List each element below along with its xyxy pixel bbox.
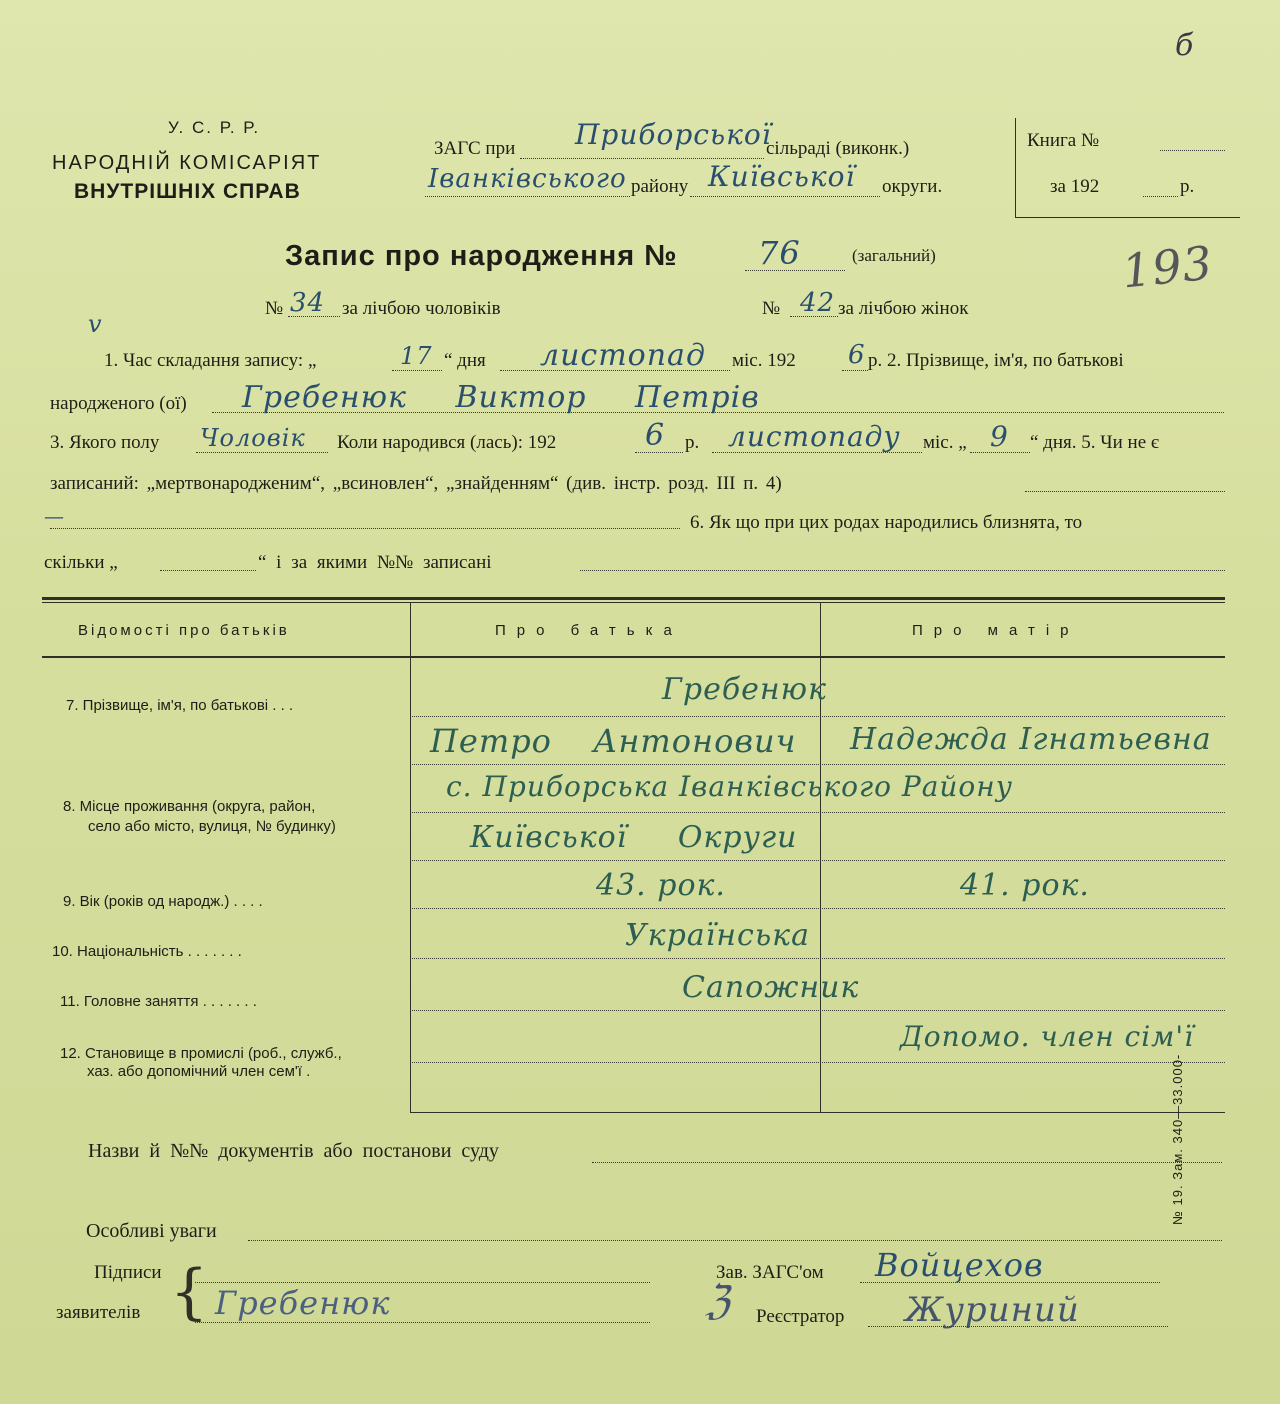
documents-label: Назви й №№ документів або постанови суду (88, 1140, 499, 1162)
record-line4: записаний: „мертвонародженим“, „всиновлен“, „знайденням“ (див. інстр. розд. III п. 4) (50, 473, 782, 494)
notes-label: Особливі уваги (86, 1220, 217, 1242)
birth-year-hw: 6 (645, 418, 666, 453)
col-header-mother: Про матір (912, 622, 1080, 639)
corner-mark: б (1175, 28, 1195, 63)
record-line1-b: “ дня (444, 350, 486, 371)
record-line2-label: народженого (ої) (50, 393, 187, 414)
mother-name-hw: Надежда Ігнатьевна (850, 722, 1212, 757)
men-count-prefix: № (265, 298, 284, 319)
birth-month-hw: листопаду (728, 420, 901, 453)
record-title: Запис про народження № (285, 240, 678, 272)
father-name-hw: Петро Антонович (430, 722, 797, 760)
zags-selrada-label: сільраді (виконк.) (766, 138, 910, 159)
mother-age-hw: 41. рок. (960, 868, 1090, 903)
col-header-parents: Відомості про батьків (78, 622, 290, 639)
check-mark: v (88, 310, 103, 338)
book-year: за 192 (1050, 176, 1100, 197)
side-number: 193 (1119, 235, 1216, 299)
book-label: Книга № (1027, 130, 1100, 151)
applicant-signature-hw: Гребенюк (215, 1284, 391, 1322)
women-count-label: за лічбою жінок (838, 298, 969, 319)
line5-mark: — (44, 504, 65, 528)
record-line6-a: скільки „ (44, 552, 118, 573)
men-count-hw: 34 (290, 288, 326, 318)
status-hw: Допомо. член сім'ї (900, 1020, 1195, 1053)
record-year-digit-hw: 6 (848, 340, 866, 370)
row-10-label: 10. Національність . . . . . . . (52, 943, 242, 960)
registrar-signature-hw: Журиний (905, 1290, 1080, 1330)
child-name-hw: Гребенюк Виктор Петрів (242, 380, 760, 415)
nationality-hw: Українська (625, 918, 810, 953)
parents-surname-hw: Гребенюк (662, 672, 827, 707)
record-line1-d: р. 2. Прізвище, ім'я, по батькові (868, 350, 1124, 371)
row-12-label-b: хаз. або допомічний член сем'ї . (87, 1063, 311, 1080)
occupation-hw: Сапожник (682, 970, 860, 1005)
father-age-hw: 43. рок. (596, 868, 726, 903)
record-line3-e: “ дня. 5. Чи не є (1030, 432, 1160, 453)
row-7-label: 7. Прізвище, ім'я, по батькові . . . (66, 697, 294, 714)
women-count-hw: 42 (800, 288, 836, 318)
book-year-suffix: р. (1180, 176, 1195, 197)
record-month-hw: листопад (540, 338, 706, 373)
rayon-hw: Іванківського (428, 164, 627, 194)
signatures-brace: { (170, 1257, 209, 1327)
rayon-label: району (631, 176, 689, 197)
head-signature-hw: Войцехов (875, 1246, 1044, 1284)
record-line3-b: Коли народився (лась): 192 (337, 432, 557, 453)
zags-prefix: ЗАГС при (434, 138, 516, 159)
signatures-label-2: заявителів (56, 1302, 141, 1323)
general-label: (загальний) (852, 246, 936, 265)
internal-affairs-label: ВНУТРІШНІХ СПРАВ (74, 180, 301, 203)
registrar-label: Реєстратор (756, 1306, 845, 1327)
record-line1-a: 1. Час складання запису: „ (104, 350, 317, 371)
registrar-squiggle: ℨ (705, 1278, 731, 1324)
row-8-label-a: 8. Місце проживання (округа, район, (63, 798, 316, 815)
commissariat-label: НАРОДНІЙ КОМІСАРІЯТ (52, 152, 322, 174)
record-line5: 6. Як що при цих родах народились близнята, то (690, 512, 1083, 533)
zags-village-hw: Приборської (575, 118, 772, 151)
women-count-prefix: № (762, 298, 781, 319)
record-line6-b: “ і за якими №№ записані (258, 552, 492, 573)
signatures-label-1: Підписи (94, 1262, 162, 1283)
side-print-number: № 19. Зам. 340—33.000- (1170, 1053, 1185, 1225)
men-count-label: за лічбою чоловіків (342, 298, 501, 319)
row-12-label-a: 12. Становище в промислі (роб., служб., (60, 1045, 342, 1062)
okruga-hw: Київської (708, 160, 856, 193)
row-9-label: 9. Вік (років од народж.) . . . . (63, 893, 263, 910)
row-11-label: 11. Головне заняття . . . . . . . (60, 993, 257, 1010)
okruga-label: округи. (882, 176, 943, 197)
residence-line2-hw: Київської Округи (470, 820, 798, 855)
record-line3-c: р. (685, 432, 700, 453)
record-line3-d: міс. „ (923, 432, 967, 453)
sex-hw: Чоловік (200, 424, 306, 452)
birth-day-hw: 9 (990, 420, 1009, 453)
head-label: Зав. ЗАГС'ом (716, 1262, 824, 1283)
col-header-father: Про батька (495, 622, 683, 639)
record-line3-a: 3. Якого полу (50, 432, 160, 453)
residence-line1-hw: с. Приборська Іванківського Району (446, 770, 1013, 803)
record-day-hw: 17 (400, 342, 433, 370)
record-line1-c: міс. 192 (732, 350, 796, 371)
row-8-label-b: село або місто, вулиця, № будинку) (88, 818, 336, 835)
ussr-label: У. С. Р. Р. (168, 118, 261, 137)
record-number-hw: 76 (758, 234, 801, 272)
